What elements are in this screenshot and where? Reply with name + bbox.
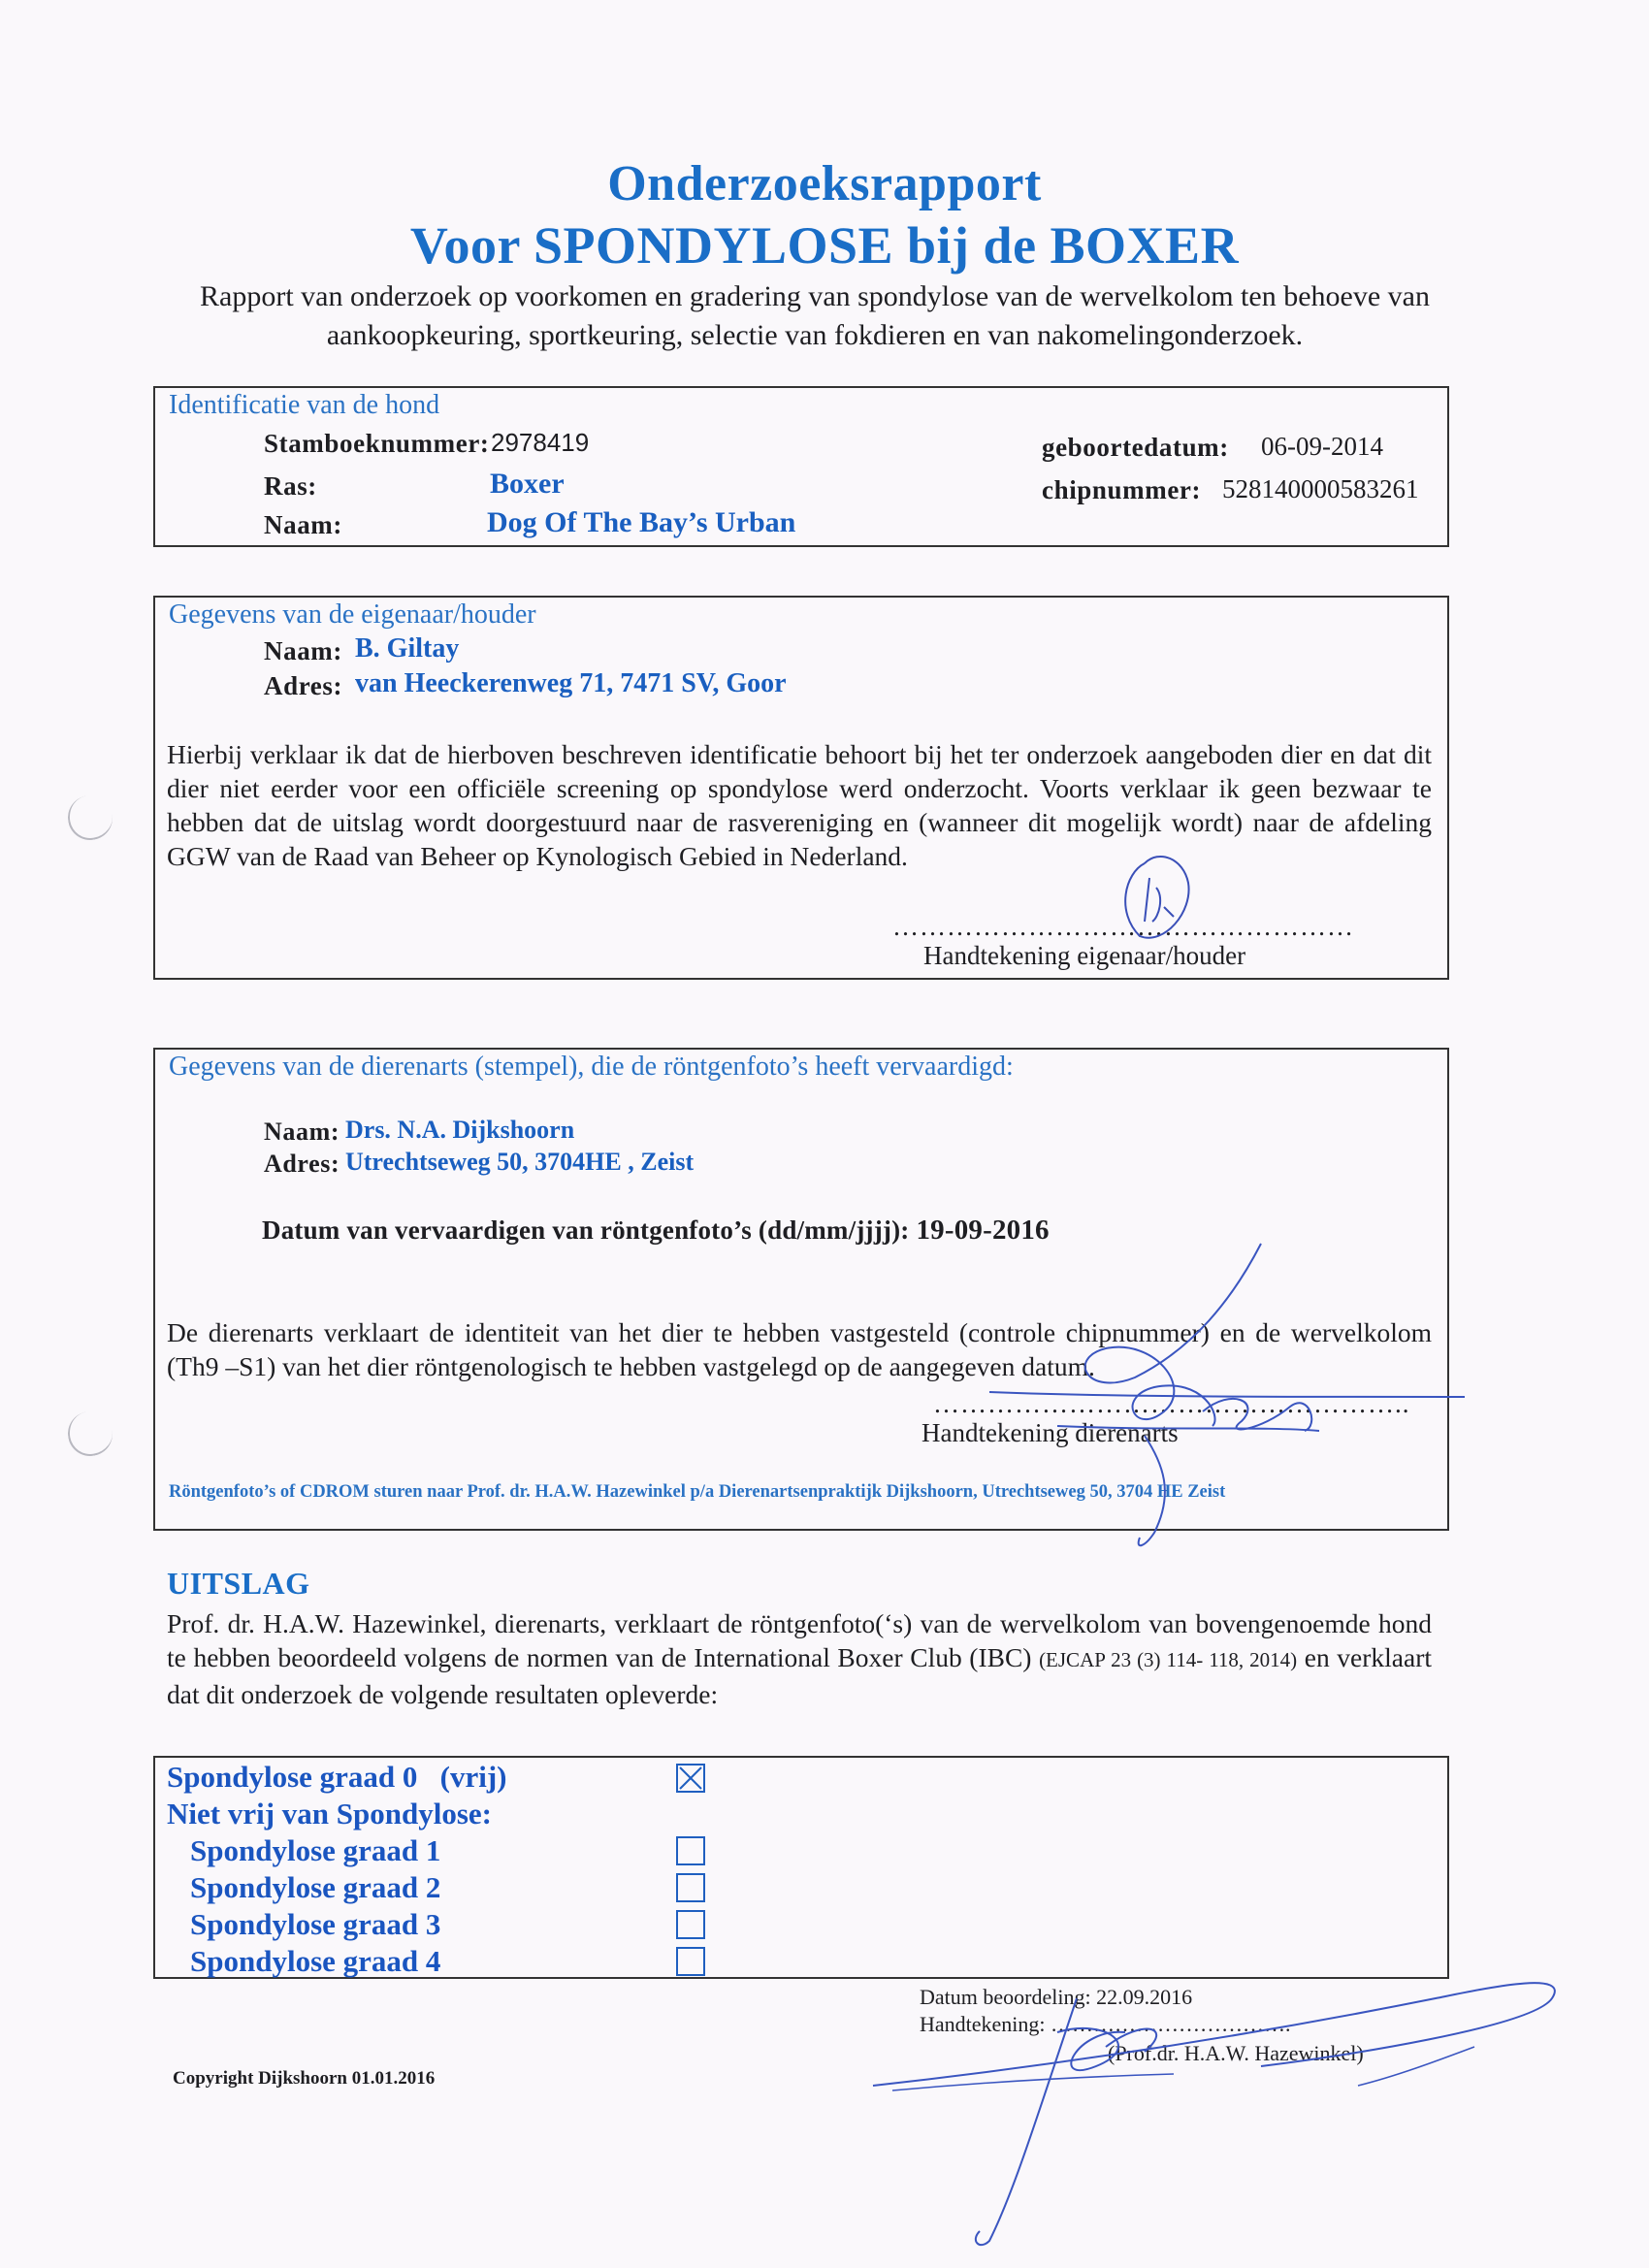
owner-signature-icon — [1106, 844, 1203, 951]
grade4-checkbox[interactable] — [676, 1947, 705, 1976]
dog-naam-label: Naam: — [264, 510, 342, 539]
punch-hole-bottom — [64, 1408, 115, 1459]
assessment-date: Datum beoordeling: 22.09.2016 — [920, 1985, 1193, 2009]
grade2-checkbox[interactable] — [676, 1873, 705, 1902]
grade1-label: Spondylose graad 1 — [190, 1833, 441, 1867]
chipnummer-value: 528140000583261 — [1222, 474, 1419, 503]
owner-adres-value: van Heeckerenweg 71, 7471 SV, Goor — [355, 668, 787, 698]
xray-date-value: 19-09-2016 — [916, 1215, 1050, 1246]
dog-naam-value: Dog Of The Bay’s Urban — [487, 506, 796, 538]
copyright-text: Copyright Dijkshoorn 01.01.2016 — [173, 2068, 436, 2089]
dog-section-heading: Identificatie van de hond — [169, 390, 440, 420]
grade2-label: Spondylose graad 2 — [190, 1870, 441, 1904]
stamboek-value: 2978419 — [491, 428, 590, 457]
owner-naam-label: Naam: — [264, 636, 342, 665]
page-subtitle: Voor SPONDYLOSE bij de BOXER — [409, 216, 1240, 275]
owner-declaration: Hierbij verklaar ik dat de hierboven beschreven identificatie behoort bij het ter onderzoek aangeboden dier en dat dit dier niet eerder voor een officiële screening op spondylose werd onderzocht. Voorts verklaar ik geen bezwaar te hebben dat de uitslag wordt doorgestuurd naar de rasvereniging en (wanneer dit mogelijk wordt) naar de afdeling GGW van de Raad van Beheer op Kynologisch Gebied in Nederland. — [167, 739, 1432, 871]
vet-signature-line: …………………………………………….. — [933, 1389, 1410, 1418]
result-text-part2: en verklaart dat dit onderzoek de volgende resultaten opleverde: — [167, 1642, 1432, 1709]
vet-adres-value: Utrechtseweg 50, 3704HE , Zeist — [345, 1148, 695, 1176]
xray-date-label: Datum van vervaardigen van röntgenfoto’s (dd/mm/jjjj): — [262, 1215, 910, 1245]
owner-section-heading: Gegevens van de eigenaar/houder — [169, 599, 536, 630]
result-text — [167, 1606, 1432, 1711]
vet-adres-label: Adres: — [264, 1150, 340, 1178]
geboortedatum-label: geboortedatum: — [1042, 433, 1229, 462]
vet-footnote: Röntgenfoto’s of CDROM sturen naar Prof. dr. H.A.W. Hazewinkel p/a Dierenartsenpraktijk Dijkshoorn, Utrechtseweg 50, 3704 HE Zeist — [169, 1482, 1226, 1502]
signer-name: (Prof.dr. H.A.W. Hazewinkel) — [1108, 2041, 1364, 2065]
owner-signature-label: Handtekening eigenaar/houder — [923, 941, 1246, 970]
grade1-checkbox[interactable] — [676, 1836, 705, 1865]
chipnummer-label: chipnummer: — [1042, 475, 1202, 504]
owner-naam-value: B. Giltay — [355, 633, 460, 664]
assessment-signature-icon — [854, 1960, 1571, 2251]
ras-value: Boxer — [490, 468, 565, 500]
grade3-checkbox[interactable] — [676, 1910, 705, 1939]
checkbox-cross-icon — [678, 1766, 703, 1791]
grade4-label: Spondylose graad 4 — [190, 1944, 441, 1978]
owner-adres-label: Adres: — [264, 671, 343, 700]
assessment-signature-row: Handtekening: ……………………………. — [920, 2012, 1291, 2036]
vet-signature-icon — [970, 1242, 1474, 1552]
intro-text: Rapport van onderzoek op voorkomen en gradering van spondylose van de wervelkolom ten behoeve van aankoopkeuring, sportkeuring, selectie van fokdieren en van nakomelingonderzoek. — [200, 280, 1430, 351]
grade3-label: Spondylose graad 3 — [190, 1907, 441, 1941]
geboortedatum-value: 06-09-2014 — [1261, 432, 1383, 461]
grade0-label: Spondylose graad 0 (vrij) — [167, 1760, 507, 1794]
result-text-part1: Prof. dr. H.A.W. Hazewinkel, dierenarts, verklaart de röntgenfoto(‘s) van de wervelkolom van bovengenoemde hond te hebben beoordeeld volgens de normen van de International Boxer Club (IBC) — [167, 1608, 1432, 1672]
page-title: Onderzoeksrapport — [607, 156, 1042, 211]
punch-hole-top — [64, 792, 115, 843]
vet-naam-value: Drs. N.A. Dijkshoorn — [345, 1116, 575, 1144]
vet-declaration: De dierenarts verklaart de identiteit van het dier te hebben vastgesteld (controle chipnummer) en de wervelkolom (Th9 –S1) van het dier röntgenologisch te hebben vastgelegd op de aangegeven datum. — [167, 1317, 1432, 1381]
vet-naam-label: Naam: — [264, 1118, 340, 1146]
ras-label: Ras: — [264, 471, 317, 501]
vet-signature-label: Handtekening dierenarts — [922, 1418, 1179, 1447]
result-citation: (EJCAP 23 (3) 114- 118, 2014) — [1039, 1648, 1298, 1671]
stamboek-label: Stamboeknummer: — [264, 429, 490, 458]
xray-date-row — [262, 1215, 1050, 1247]
grade0-checkbox[interactable] — [676, 1764, 705, 1793]
owner-signature-line: …………………………………………… — [892, 912, 1354, 941]
vet-section-heading: Gegevens van de dierenarts (stempel), die de röntgenfoto’s heeft vervaardigd: — [169, 1052, 1014, 1082]
result-heading: UITSLAG — [167, 1566, 310, 1601]
not-free-label: Niet vrij van Spondylose: — [167, 1797, 492, 1831]
